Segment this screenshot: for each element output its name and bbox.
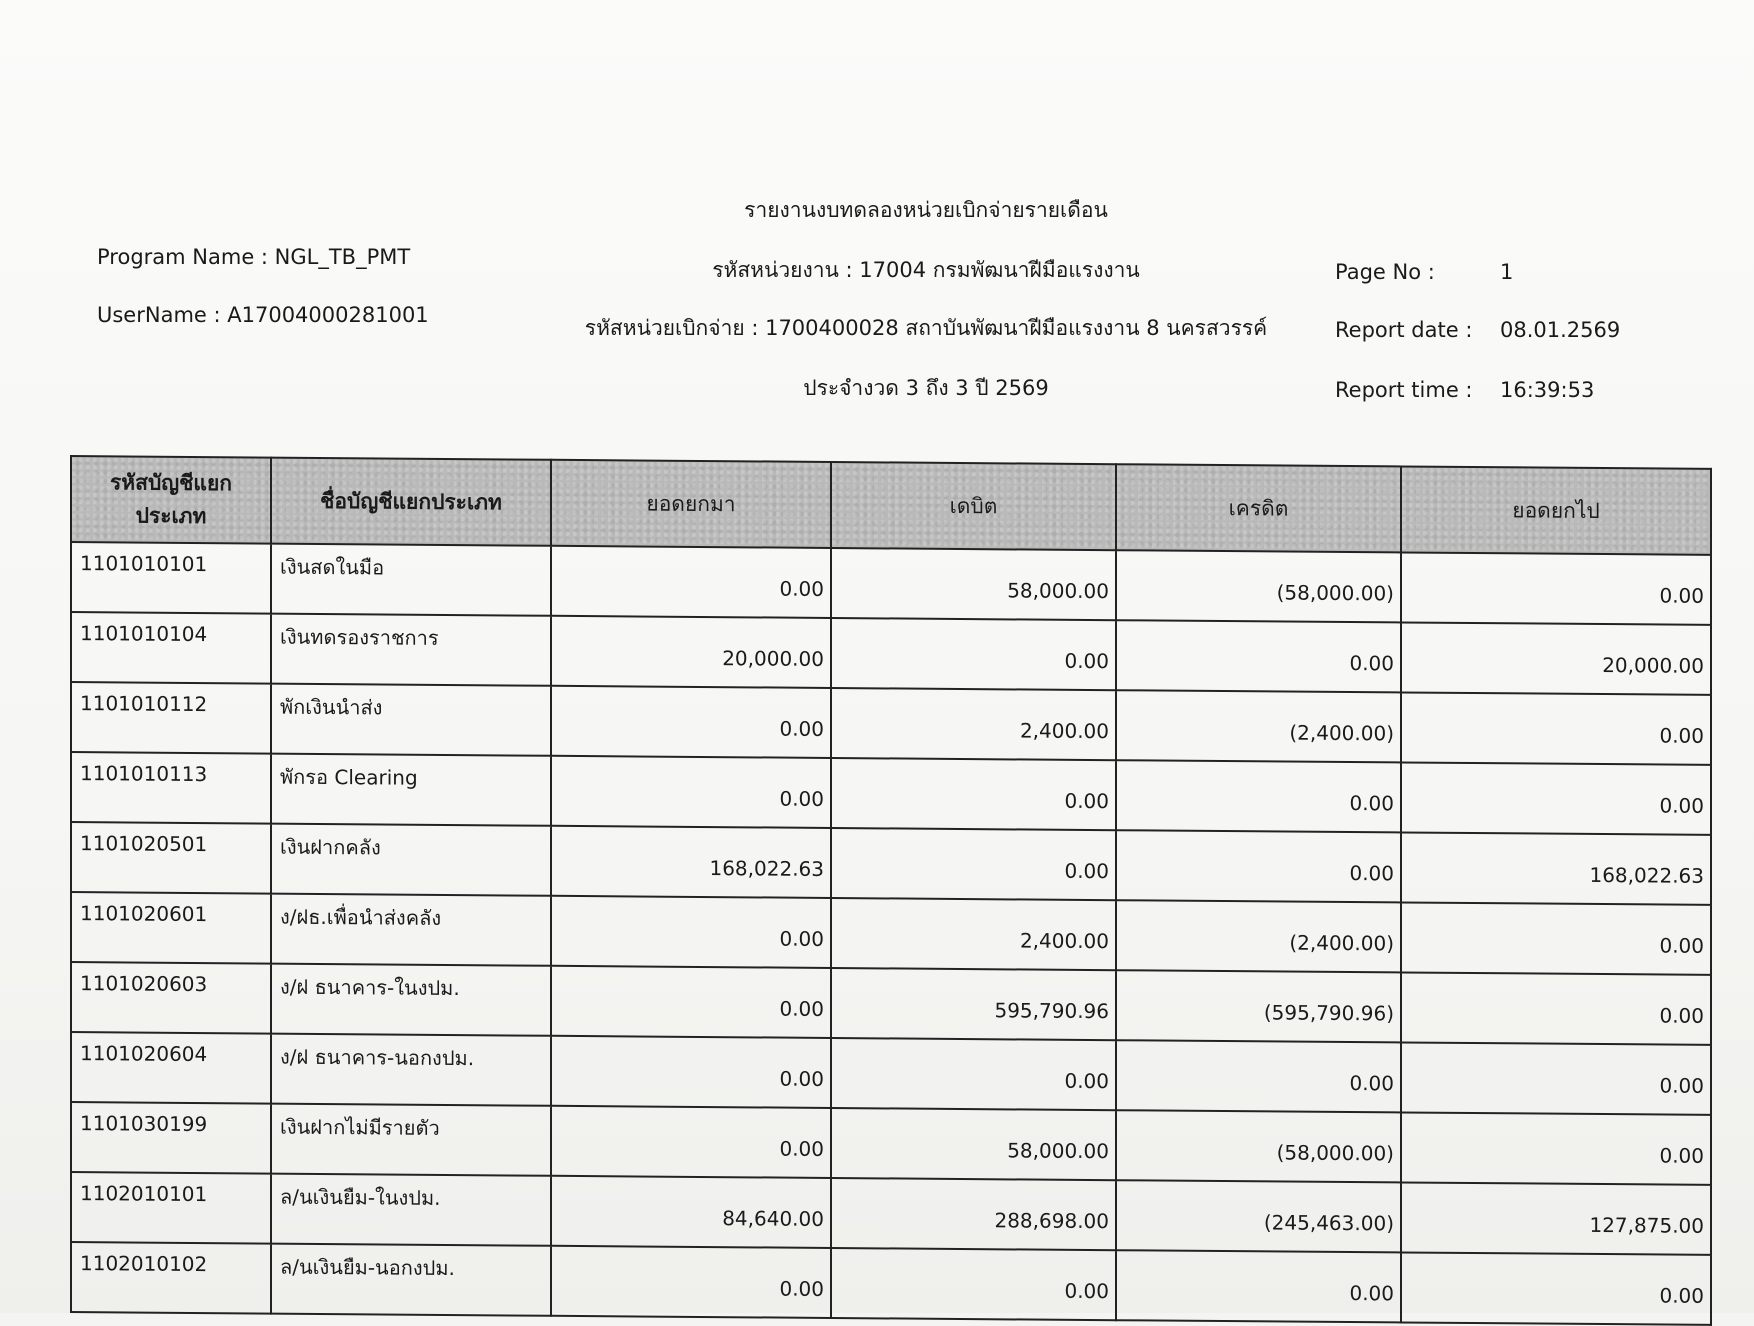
account-code: 1102010101 bbox=[71, 1172, 271, 1244]
account-name: ล/นเงินยืม-นอกงปม. bbox=[271, 1244, 551, 1316]
disbursing-unit-line: รหัสหน่วยเบิกจ่าย : 1700400028 สถาบันพัฒนาฝีมือแรงงาน 8 นครสวรรค์ bbox=[584, 316, 1268, 340]
account-code: 1101030199 bbox=[71, 1102, 271, 1174]
debit: 58,000.00 bbox=[831, 548, 1116, 620]
col-header-opening-balance: ยอดยกมา bbox=[551, 460, 831, 548]
table-row bbox=[71, 542, 1711, 625]
table-row bbox=[71, 822, 1711, 905]
report-date-label: Report date : bbox=[1335, 318, 1473, 342]
closing-balance: 0.00 bbox=[1401, 902, 1711, 974]
user-name: UserName : A17004000281001 bbox=[97, 303, 429, 327]
opening-balance: 0.00 bbox=[551, 1106, 831, 1178]
closing-balance: 20,000.00 bbox=[1401, 622, 1711, 694]
opening-balance: 0.00 bbox=[551, 686, 831, 758]
debit: 0.00 bbox=[831, 618, 1116, 690]
table-header-row bbox=[71, 456, 1711, 555]
closing-balance: 0.00 bbox=[1401, 972, 1711, 1044]
closing-balance: 127,875.00 bbox=[1401, 1182, 1711, 1254]
closing-balance: 0.00 bbox=[1401, 762, 1711, 834]
credit: (245,463.00) bbox=[1116, 1180, 1401, 1252]
debit: 0.00 bbox=[831, 1248, 1116, 1320]
debit: 2,400.00 bbox=[831, 688, 1116, 760]
account-name: เงินสดในมือ bbox=[271, 544, 551, 616]
credit: (58,000.00) bbox=[1116, 1110, 1401, 1182]
account-code: 1101010113 bbox=[71, 752, 271, 824]
report-time-value: 16:39:53 bbox=[1500, 378, 1595, 402]
credit: 0.00 bbox=[1116, 1040, 1401, 1112]
opening-balance: 84,640.00 bbox=[551, 1176, 831, 1248]
credit: (2,400.00) bbox=[1116, 900, 1401, 972]
table-row bbox=[71, 1102, 1711, 1185]
debit: 0.00 bbox=[831, 758, 1116, 830]
trial-balance-table bbox=[70, 455, 1710, 1326]
account-code: 1101020604 bbox=[71, 1032, 271, 1104]
opening-balance: 0.00 bbox=[551, 1246, 831, 1318]
account-name: พักเงินนำส่ง bbox=[271, 684, 551, 756]
account-name: เงินฝากคลัง bbox=[271, 824, 551, 896]
account-code: 1101020601 bbox=[71, 892, 271, 964]
opening-balance: 0.00 bbox=[551, 546, 831, 618]
report-date-value: 08.01.2569 bbox=[1500, 318, 1621, 342]
debit: 0.00 bbox=[831, 1038, 1116, 1110]
report-title: รายงานงบทดลองหน่วยเบิกจ่ายรายเดือน bbox=[744, 198, 1108, 222]
col-header-credit: เครดิต bbox=[1116, 464, 1401, 552]
col-header-debit: เดบิต bbox=[831, 462, 1116, 550]
account-code: 1101010101 bbox=[71, 542, 271, 614]
opening-balance: 0.00 bbox=[551, 756, 831, 828]
debit: 0.00 bbox=[831, 828, 1116, 900]
opening-balance: 20,000.00 bbox=[551, 616, 831, 688]
credit: 0.00 bbox=[1116, 830, 1401, 902]
account-code: 1101020501 bbox=[71, 822, 271, 894]
account-code: 1102010102 bbox=[71, 1242, 271, 1314]
opening-balance: 0.00 bbox=[551, 1036, 831, 1108]
account-name: ง/ฝ ธนาคาร-นอกงปม. bbox=[271, 1034, 551, 1106]
credit: (58,000.00) bbox=[1116, 550, 1401, 622]
account-name: พักรอ Clearing bbox=[271, 754, 551, 826]
debit: 288,698.00 bbox=[831, 1178, 1116, 1250]
account-code: 1101010112 bbox=[71, 682, 271, 754]
account-name: ล/นเงินยืม-ในงปม. bbox=[271, 1174, 551, 1246]
closing-balance: 0.00 bbox=[1401, 552, 1711, 624]
credit: 0.00 bbox=[1116, 620, 1401, 692]
table-row bbox=[71, 752, 1711, 835]
account-name: ง/ฝธ.เพื่อนำส่งคลัง bbox=[271, 894, 551, 966]
report-time-label: Report time : bbox=[1335, 378, 1473, 402]
debit: 58,000.00 bbox=[831, 1108, 1116, 1180]
page-no-label: Page No : bbox=[1335, 260, 1435, 284]
account-name: เงินฝากไม่มีรายตัว bbox=[271, 1104, 551, 1176]
table-row bbox=[71, 682, 1711, 765]
closing-balance: 0.00 bbox=[1401, 1252, 1711, 1324]
table-row bbox=[71, 892, 1711, 975]
opening-balance: 0.00 bbox=[551, 966, 831, 1038]
table-row bbox=[71, 1242, 1711, 1325]
credit: (2,400.00) bbox=[1116, 690, 1401, 762]
closing-balance: 168,022.63 bbox=[1401, 832, 1711, 904]
program-name: Program Name : NGL_TB_PMT bbox=[97, 245, 411, 269]
col-header-account-name: ชื่อบัญชีแยกประเภท bbox=[271, 458, 551, 546]
opening-balance: 0.00 bbox=[551, 896, 831, 968]
table-row bbox=[71, 612, 1711, 695]
closing-balance: 0.00 bbox=[1401, 1042, 1711, 1114]
closing-balance: 0.00 bbox=[1401, 692, 1711, 764]
opening-balance: 168,022.63 bbox=[551, 826, 831, 898]
table-row bbox=[71, 1172, 1711, 1255]
credit: 0.00 bbox=[1116, 760, 1401, 832]
closing-balance: 0.00 bbox=[1401, 1112, 1711, 1184]
credit: 0.00 bbox=[1116, 1250, 1401, 1322]
agency-line: รหัสหน่วยงาน : 17004 กรมพัฒนาฝีมือแรงงาน bbox=[712, 258, 1140, 282]
debit: 2,400.00 bbox=[831, 898, 1116, 970]
credit: (595,790.96) bbox=[1116, 970, 1401, 1042]
col-header-closing-balance: ยอดยกไป bbox=[1401, 466, 1711, 554]
account-code: 1101020603 bbox=[71, 962, 271, 1034]
account-name: เงินทดรองราชการ bbox=[271, 614, 551, 686]
period-line: ประจำงวด 3 ถึง 3 ปี 2569 bbox=[803, 376, 1049, 400]
account-code: 1101010104 bbox=[71, 612, 271, 684]
table-row bbox=[71, 1032, 1711, 1115]
table-row bbox=[71, 962, 1711, 1045]
account-name: ง/ฝ ธนาคาร-ในงปม. bbox=[271, 964, 551, 1036]
col-header-account-code: รหัสบัญชีแยกประเภท bbox=[71, 456, 271, 544]
debit: 595,790.96 bbox=[831, 968, 1116, 1040]
page-no-value: 1 bbox=[1500, 260, 1514, 284]
